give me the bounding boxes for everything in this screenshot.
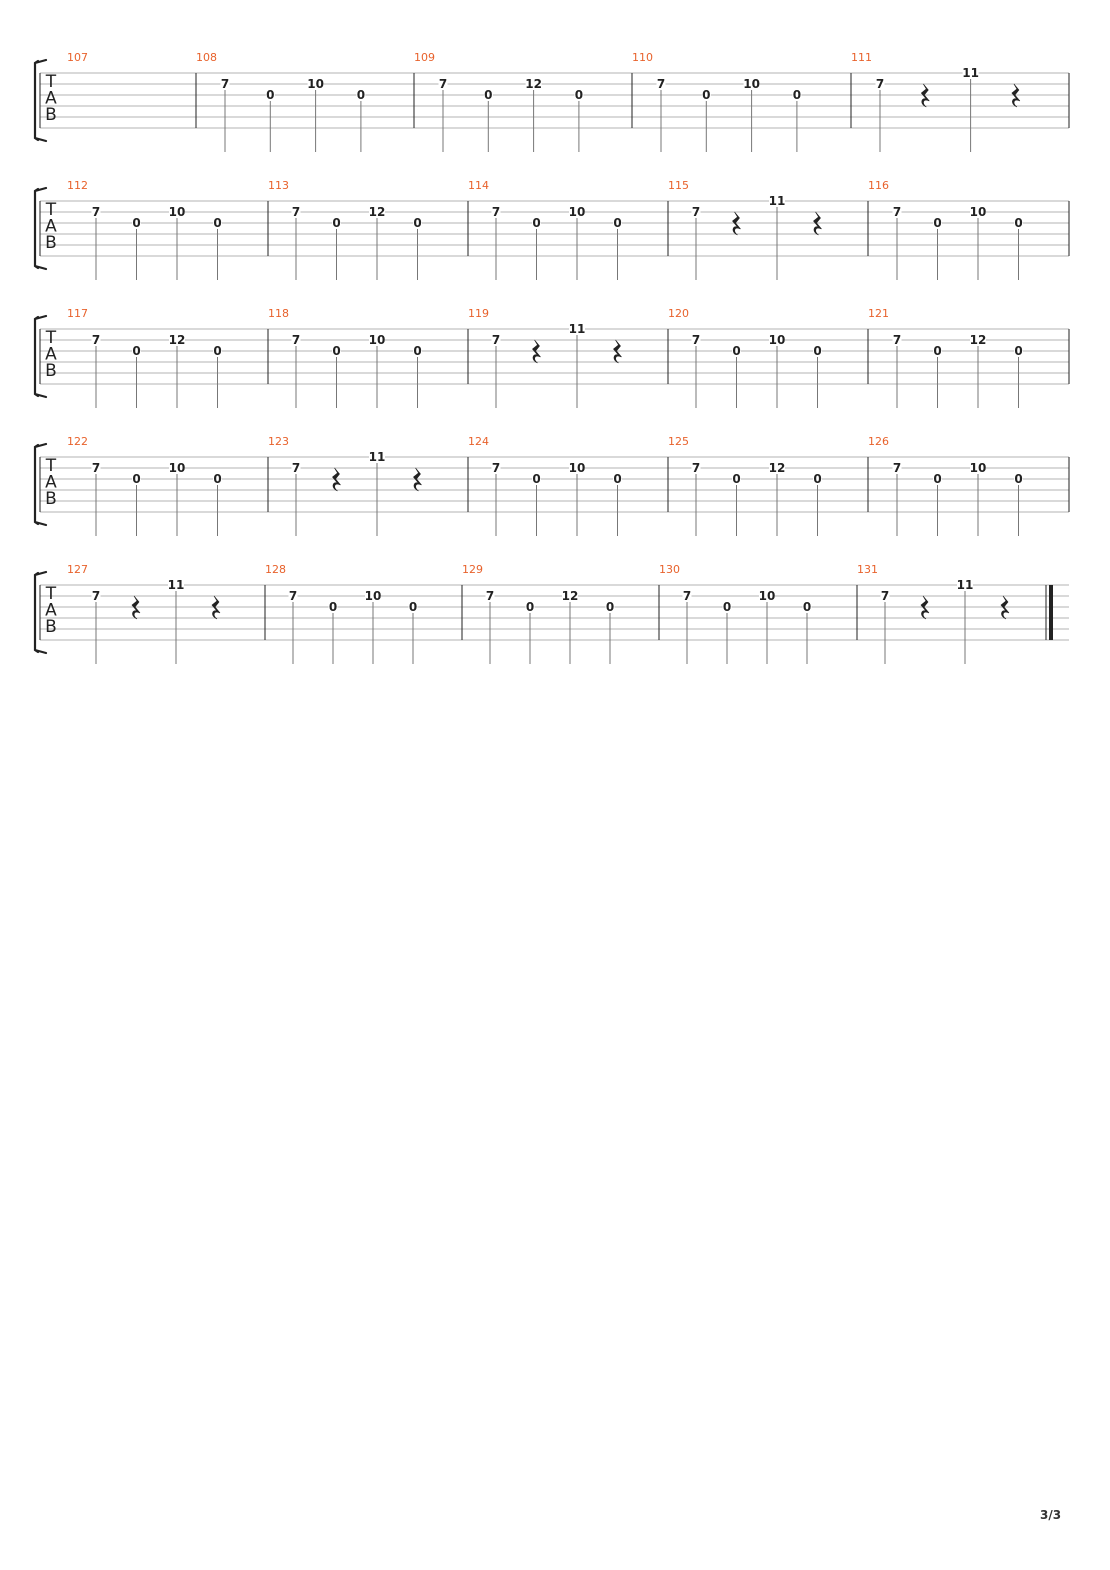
fret-number: 7	[880, 589, 890, 603]
measure-number: 122	[67, 435, 88, 448]
measure-number: 120	[668, 307, 689, 320]
fret-number: 0	[802, 600, 812, 614]
measure-number: 112	[67, 179, 88, 192]
fret-number: 0	[813, 344, 822, 358]
fret-number: 0	[356, 88, 366, 102]
fret-number: 7	[288, 589, 298, 603]
fret-number: 10	[168, 461, 186, 475]
fret-number: 0	[213, 216, 222, 230]
fret-number: 7	[875, 77, 885, 91]
fret-number: 12	[768, 461, 786, 475]
fret-number: 12	[168, 333, 186, 347]
fret-number: 7	[691, 205, 701, 219]
tab-clef-letter: A	[45, 216, 57, 237]
fret-number: 0	[813, 472, 822, 486]
fret-number: 0	[722, 600, 732, 614]
fret-number: 0	[1014, 472, 1023, 486]
tab-clef-letter: B	[45, 489, 57, 509]
fret-number: 11	[167, 578, 185, 592]
fret-number: 12	[561, 589, 579, 603]
fret-number: 0	[1014, 216, 1023, 230]
fret-number: 10	[364, 589, 382, 603]
page-number: 3/3	[1040, 1508, 1062, 1522]
measure-number: 125	[668, 435, 689, 448]
fret-number: 10	[969, 461, 987, 475]
measure-number: 111	[851, 51, 872, 64]
fret-number: 0	[933, 472, 942, 486]
fret-number: 7	[656, 77, 666, 91]
tab-clef-letter: B	[45, 617, 57, 637]
fret-number: 11	[962, 66, 979, 80]
fret-number: 7	[291, 461, 301, 475]
fret-number: 7	[491, 333, 501, 347]
tab-clef-letter: T	[45, 328, 57, 348]
fret-number: 7	[682, 589, 692, 603]
fret-number: 0	[613, 472, 622, 486]
fret-number: 11	[956, 578, 974, 592]
tab-clef-letter: A	[45, 600, 57, 621]
measure-number: 130	[659, 563, 680, 576]
fret-number: 0	[732, 344, 741, 358]
fret-number: 7	[892, 333, 902, 347]
fret-number: 0	[132, 216, 141, 230]
fret-number: 11	[768, 194, 786, 208]
fret-number: 0	[525, 600, 535, 614]
fret-number: 7	[691, 333, 701, 347]
measure-number: 116	[868, 179, 889, 192]
tab-clef-letter: A	[45, 344, 57, 365]
tab-clef-letter: B	[45, 233, 57, 253]
fret-number: 7	[491, 461, 501, 475]
fret-number: 7	[91, 333, 101, 347]
measure-number: 113	[268, 179, 289, 192]
fret-number: 7	[91, 205, 101, 219]
fret-number: 0	[213, 344, 222, 358]
fret-number: 12	[525, 77, 542, 91]
fret-number: 7	[691, 461, 701, 475]
fret-number: 11	[568, 322, 586, 336]
tab-clef-letter: A	[45, 88, 57, 109]
tab-clef-letter: T	[45, 584, 57, 604]
fret-number: 7	[491, 205, 501, 219]
measure-number: 131	[857, 563, 878, 576]
fret-number: 0	[408, 600, 418, 614]
fret-number: 7	[91, 589, 101, 603]
fret-number: 0	[702, 88, 711, 102]
measure-number: 126	[868, 435, 889, 448]
fret-number: 7	[291, 205, 301, 219]
fret-number: 10	[568, 205, 586, 219]
fret-number: 0	[213, 472, 222, 486]
fret-number: 0	[605, 600, 615, 614]
fret-number: 0	[532, 216, 541, 230]
fret-number: 0	[792, 88, 802, 102]
tab-clef-letter: T	[45, 72, 57, 92]
fret-number: 10	[568, 461, 586, 475]
fret-number: 7	[892, 461, 902, 475]
fret-number: 0	[413, 216, 422, 230]
measure-number: 110	[632, 51, 653, 64]
tab-clef-letter: T	[45, 456, 57, 476]
fret-number: 0	[332, 344, 341, 358]
fret-number: 10	[168, 205, 186, 219]
measure-number: 123	[268, 435, 289, 448]
fret-number: 7	[892, 205, 902, 219]
measure-number: 109	[414, 51, 435, 64]
fret-number: 7	[91, 461, 101, 475]
fret-number: 10	[307, 77, 324, 91]
fret-number: 0	[732, 472, 741, 486]
fret-number: 0	[933, 344, 942, 358]
measure-number: 121	[868, 307, 889, 320]
measure-number: 128	[265, 563, 286, 576]
fret-number: 0	[532, 472, 541, 486]
fret-number: 0	[413, 344, 422, 358]
fret-number: 10	[969, 205, 987, 219]
measure-number: 117	[67, 307, 88, 320]
fret-number: 0	[266, 88, 275, 102]
fret-number: 10	[768, 333, 786, 347]
fret-number: 0	[132, 472, 141, 486]
fret-number: 0	[132, 344, 141, 358]
fret-number: 0	[1014, 344, 1023, 358]
final-barline-thick	[1049, 585, 1053, 640]
fret-number: 0	[484, 88, 493, 102]
measure-number: 119	[468, 307, 489, 320]
measure-number: 115	[668, 179, 689, 192]
fret-number: 12	[368, 205, 386, 219]
measure-number: 108	[196, 51, 217, 64]
measure-number: 114	[468, 179, 489, 192]
tab-clef-letter: B	[45, 361, 57, 381]
measure-number: 107	[67, 51, 88, 64]
fret-number: 10	[368, 333, 386, 347]
fret-number: 7	[291, 333, 301, 347]
fret-number: 0	[613, 216, 622, 230]
measure-number: 118	[268, 307, 289, 320]
fret-number: 10	[743, 77, 760, 91]
tab-clef-letter: A	[45, 472, 57, 493]
measure-number: 124	[468, 435, 489, 448]
fret-number: 0	[332, 216, 341, 230]
fret-number: 0	[933, 216, 942, 230]
fret-number: 12	[969, 333, 987, 347]
fret-number: 7	[438, 77, 448, 91]
fret-number: 7	[220, 77, 230, 91]
measure-number: 129	[462, 563, 483, 576]
fret-number: 0	[328, 600, 338, 614]
tab-clef-letter: B	[45, 105, 57, 125]
measure-number: 127	[67, 563, 88, 576]
fret-number: 0	[574, 88, 584, 102]
fret-number: 10	[758, 589, 776, 603]
fret-number: 11	[368, 450, 386, 464]
fret-number: 7	[485, 589, 495, 603]
tab-clef-letter: T	[45, 200, 57, 220]
